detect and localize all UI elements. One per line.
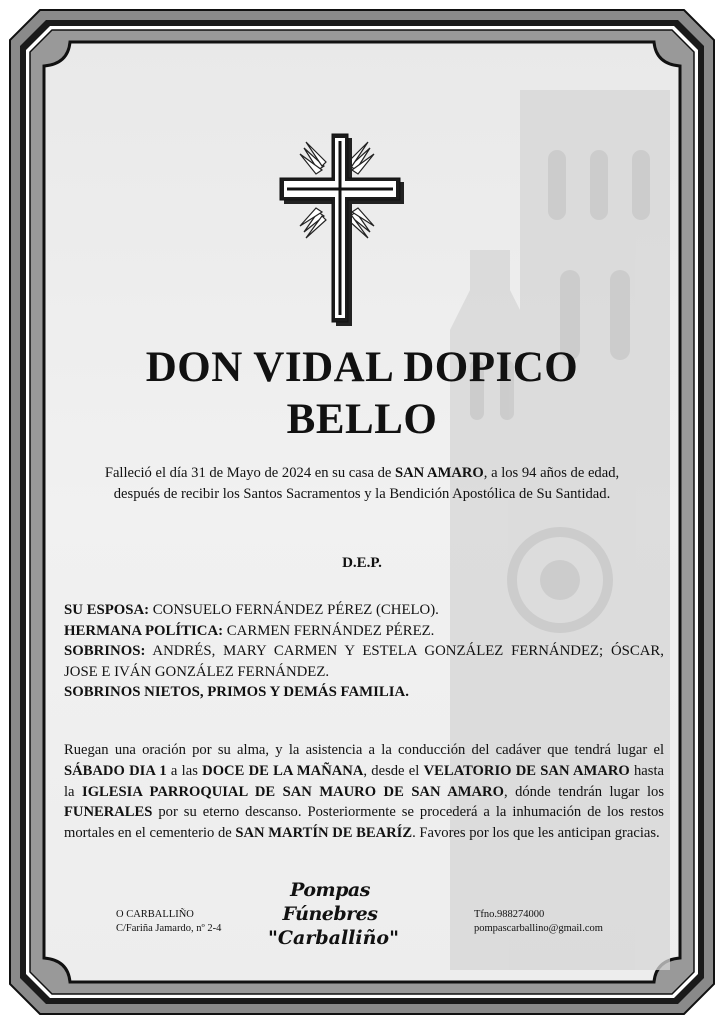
intro-place: SAN AMARO <box>395 465 484 481</box>
contact-email: pompascarballino@gmail.com <box>474 923 603 934</box>
body-date: SÁBADO DIA 1 <box>64 762 167 779</box>
family-others <box>64 682 664 703</box>
nephews-label: SOBRINOS: <box>64 643 146 659</box>
sister-in-law-label: HERMANA POLÍTICA: <box>64 622 224 639</box>
intro-text: Falleció el día 31 de Mayo de 2024 en su casa de <box>104 465 395 481</box>
body-text-7: . Favores por los que les anticipan gracias. <box>412 825 660 842</box>
intro-text-2: , a los 94 años de edad, <box>483 465 620 481</box>
body-text-2: a las <box>166 762 203 779</box>
family-sister-in-law <box>64 621 664 642</box>
body-text-1: Ruegan una oración por su alma, y la asistencia a la conducción del cadáver que tendrá lugar el <box>64 742 664 758</box>
funeral-home-logo <box>268 878 399 950</box>
body-cemetery: SAN MARTÍN DE BEARÍZ <box>235 825 413 842</box>
body-text-4: hasta la <box>64 762 664 800</box>
contact-phone: Tfno.988274000 <box>474 909 545 920</box>
funeral-home-address <box>116 908 221 936</box>
intro-line-2: después de recibir los Santos Sacramentos y la Bendición Apostólica de Su Santidad. <box>113 486 611 502</box>
spouse-value: CONSUELO FERNÁNDEZ PÉREZ (CHELO). <box>149 602 439 618</box>
address-street: C/Fariña Jamardo, nº 2-4 <box>116 923 222 934</box>
body-time: DOCE DE LA MAÑANA <box>202 762 364 779</box>
address-city: O CARBALLIÑO <box>116 909 194 920</box>
dep-heading: D.E.P. <box>342 555 382 571</box>
body-text-5: , dónde tendrán lugar los <box>503 783 665 800</box>
body-church: IGLESIA PARROQUIAL DE SAN MAURO DE SAN AMARO <box>82 783 504 800</box>
sister-in-law-value: CARMEN FERNÁNDEZ PÉREZ. <box>223 622 435 639</box>
logo-line-2: "Carballiño" <box>268 927 399 949</box>
spouse-label: SU ESPOSA: <box>64 602 150 618</box>
death-announcement <box>60 463 664 505</box>
name-line-1: DON VIDAL DOPICO <box>145 344 579 391</box>
body-text-3: , desde el <box>363 762 424 779</box>
name-line-2: BELLO <box>286 396 438 443</box>
deceased-name <box>60 342 664 446</box>
cross-icon <box>262 130 412 330</box>
body-text-6: por su eterno descanso. Posteriormente se procederá a la inhumación de los restos mortales en el cementerio de <box>64 804 664 842</box>
family-list <box>64 600 664 703</box>
logo-line-1: Pompas Fúnebres <box>282 879 378 925</box>
family-spouse <box>64 600 664 621</box>
nephews-value: ANDRÉS, MARY CARMEN Y ESTELA GONZÁLEZ FERNÁNDEZ; ÓSCAR, JOSE E IVÁN GONZÁLEZ FERNÁNDEZ. <box>64 643 664 680</box>
others-label: SOBRINOS NIETOS, PRIMOS Y DEMÁS FAMILIA. <box>64 684 409 700</box>
body-wake-place: VELATORIO DE SAN AMARO <box>423 762 630 779</box>
family-nephews <box>64 641 664 682</box>
funeral-home-contact <box>474 908 603 936</box>
body-funerals: FUNERALES <box>64 804 153 821</box>
funeral-details <box>64 740 664 844</box>
